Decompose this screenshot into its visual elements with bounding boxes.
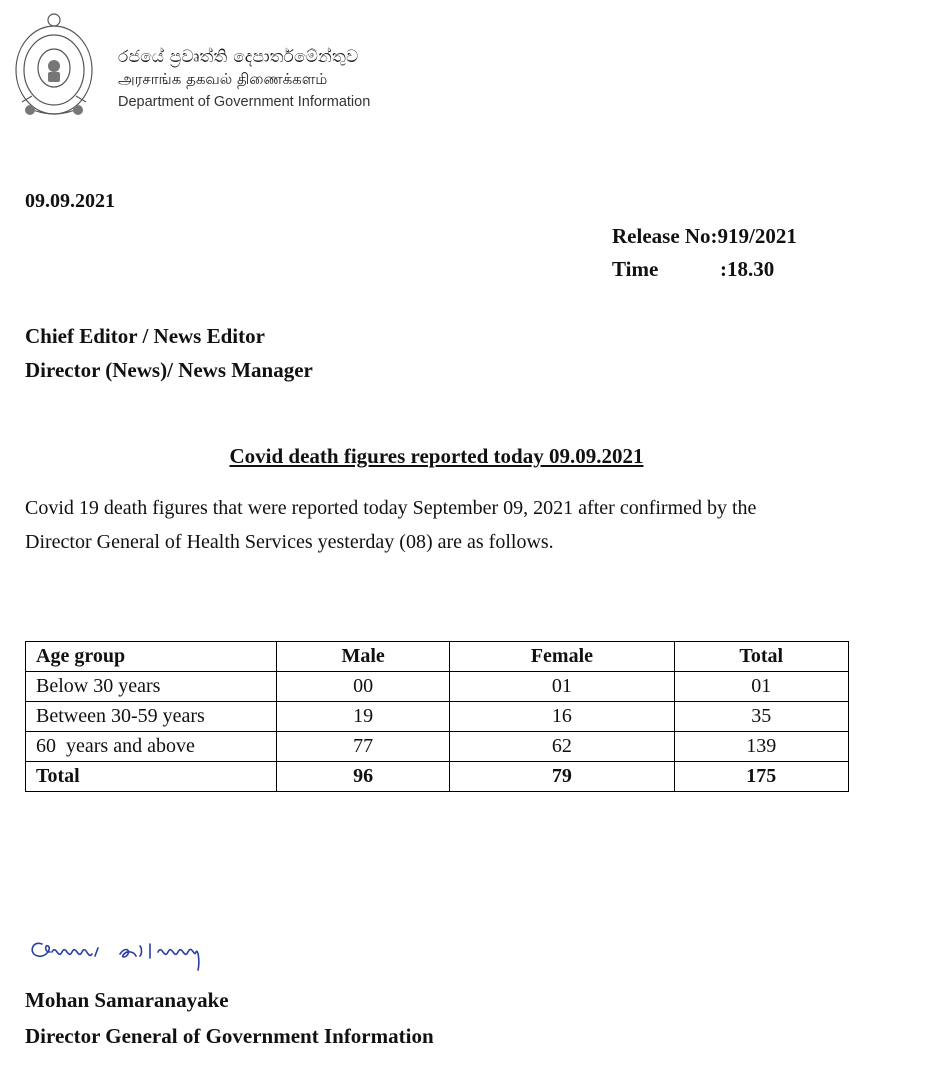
letterhead-tamil: அரசாங்க தகவல் திணைக்களம்	[118, 70, 328, 88]
time-value: :18.30	[720, 257, 775, 281]
document-heading: Covid death figures reported today 09.09.2021	[229, 444, 644, 468]
table-cell: 175	[674, 762, 848, 792]
table-cell: 60 years and above	[26, 732, 277, 762]
table-header: Total	[674, 642, 848, 672]
table-cell: 79	[450, 762, 674, 792]
table-header: Age group	[26, 642, 277, 672]
table-row	[26, 702, 849, 732]
table-row	[26, 732, 849, 762]
release-date: 09.09.2021	[25, 190, 115, 212]
release-time	[612, 257, 774, 282]
time-label: Time	[612, 257, 659, 281]
table-cell: 00	[277, 672, 450, 702]
release-number: Release No:919/2021	[612, 224, 797, 248]
table-row	[26, 672, 849, 702]
table-header: Female	[450, 642, 674, 672]
table-cell: 96	[277, 762, 450, 792]
table-cell: 01	[674, 672, 848, 702]
letterhead-english: Department of Government Information	[118, 94, 371, 110]
body-paragraph: Covid 19 death figures that were reported today September 09, 2021 after confirmed by the Director General of Health Services yesterday (08) are as follows.	[25, 497, 757, 553]
handwritten-signature	[28, 936, 278, 974]
table-cell: 19	[277, 702, 450, 732]
letterhead-sinhala: රජයේ ප්‍රවෘත්ති දෙපාර්තමේන්තුව	[118, 47, 359, 67]
table-cell: 62	[450, 732, 674, 762]
table-cell: Total	[26, 762, 277, 792]
addressee-line: Director (News)/ News Manager	[25, 358, 313, 382]
death-figures-table	[25, 641, 849, 792]
table-cell: 01	[450, 672, 674, 702]
table-header-row	[26, 642, 849, 672]
table-cell: 16	[450, 702, 674, 732]
addressee-line: Chief Editor / News Editor	[25, 324, 265, 348]
sri-lanka-emblem-icon	[8, 10, 100, 122]
table-total-row	[26, 762, 849, 792]
signer-name: Mohan Samaranayake	[25, 988, 229, 1012]
signer-title: Director General of Government Information	[25, 1024, 434, 1048]
table-cell: 77	[277, 732, 450, 762]
table-cell: 139	[674, 732, 848, 762]
table-cell: 35	[674, 702, 848, 732]
table-cell: Between 30-59 years	[26, 702, 277, 732]
table-header: Male	[277, 642, 450, 672]
table-cell: Below 30 years	[26, 672, 277, 702]
